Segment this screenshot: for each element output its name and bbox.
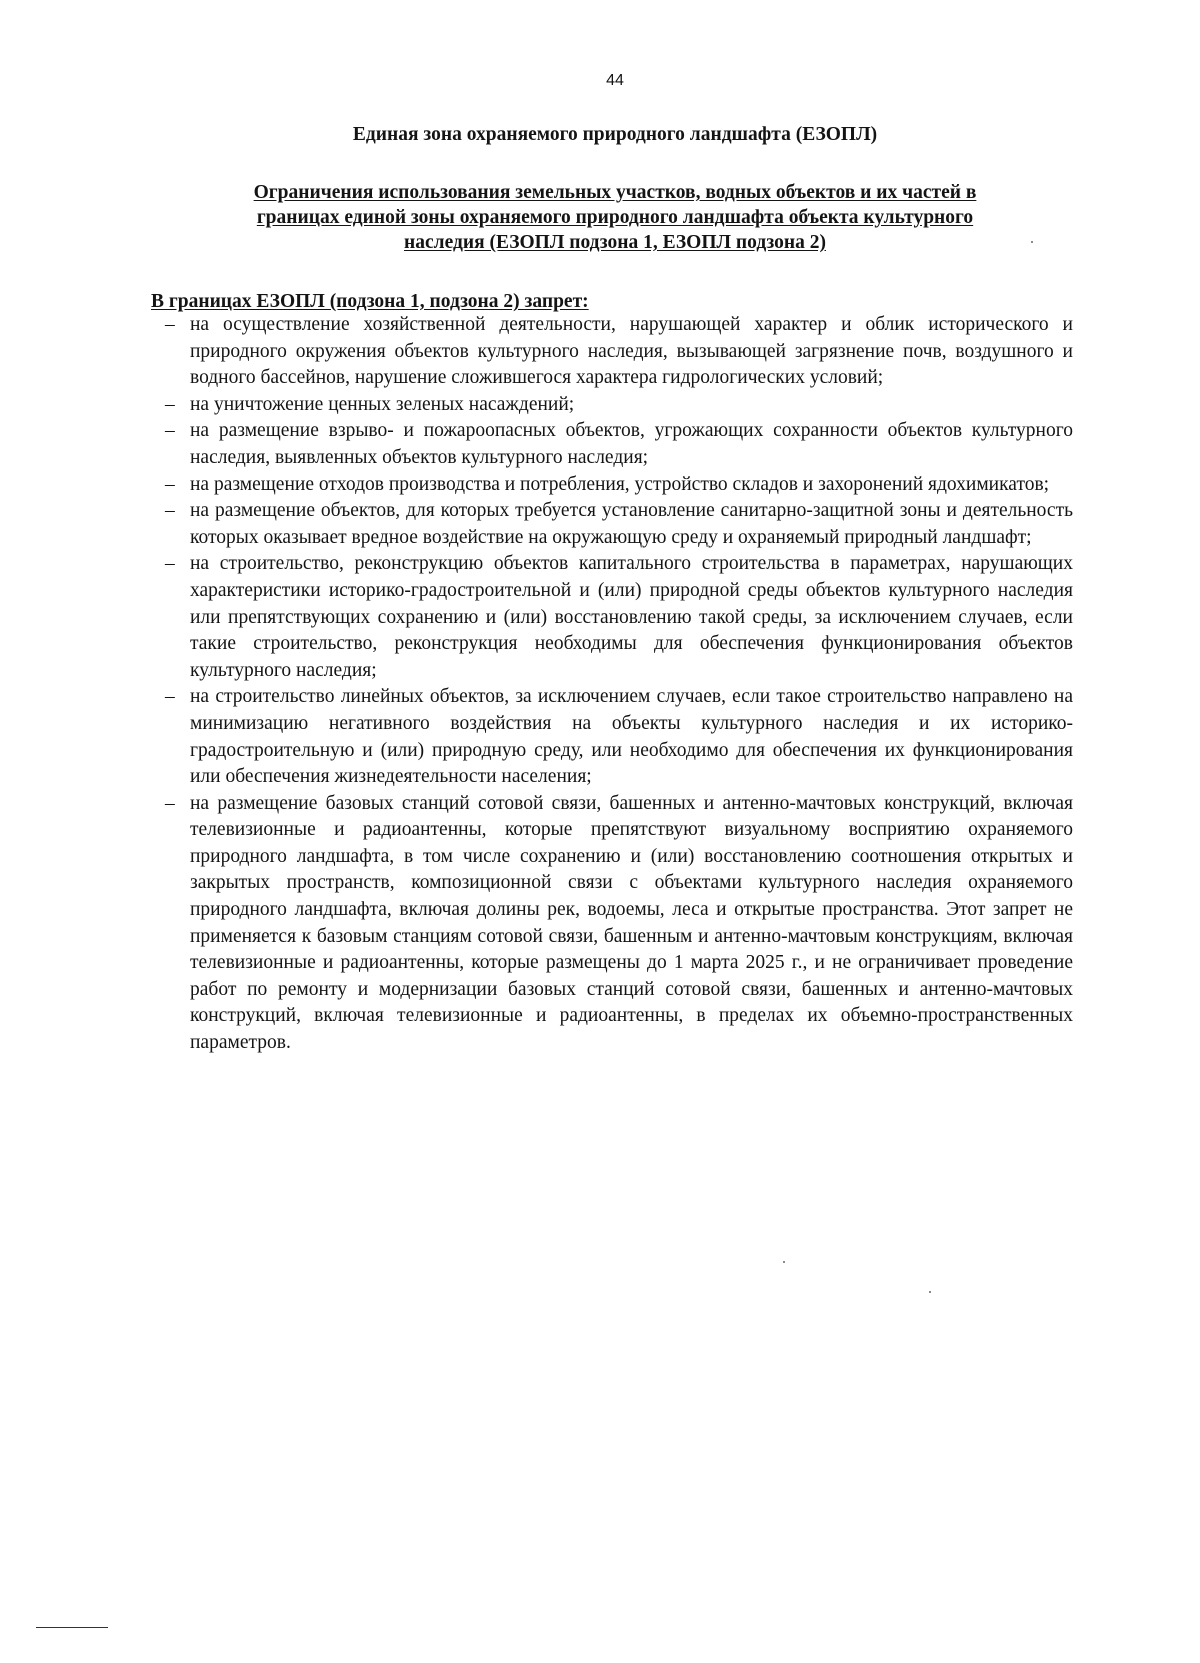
- restrictions-heading-line-1: Ограничения использования земельных участков, водных объектов и их частей в: [253, 182, 977, 203]
- ban-heading: В границах ЕЗОПЛ (подзона 1, подзона 2) запрет:: [151, 291, 589, 312]
- restrictions-heading-line-3: наследия (ЕЗОПЛ подзона 1, ЕЗОПЛ подзона 2): [403, 232, 826, 253]
- ban-item: [165, 312, 1073, 392]
- ban-item-text: на строительство, реконструкцию объектов капитального строительства в параметрах, нарушающих характеристики историко-градостроительной и (или) природной среды объектов культурного наследия или препятствующих сохранению и (или) восстановлению такой среды, за исключением случаев, если такие строительство, реконструкция необходимы для обеспечения функционирования объектов культурного наследия;: [190, 553, 1073, 681]
- ban-item: [165, 498, 1073, 551]
- document-title: Единая зона охраняемого природного ландшафта (ЕЗОПЛ): [352, 124, 878, 145]
- ban-item: [165, 472, 1073, 499]
- page-number: 44: [606, 72, 624, 89]
- footer-rule: [36, 1627, 108, 1628]
- dash-marker: –: [165, 553, 175, 575]
- ban-item: [165, 551, 1073, 684]
- ban-list: [165, 312, 1073, 1057]
- ban-item-text: на уничтожение ценных зеленых насаждений;: [190, 393, 575, 415]
- dash-marker: –: [165, 500, 175, 522]
- ban-item: [165, 791, 1073, 1057]
- ban-item: [165, 392, 1073, 419]
- dash-marker: –: [165, 473, 175, 495]
- ban-item-text: на размещение взрыво- и пожароопасных объектов, угрожающих сохранности объектов культурного наследия, выявленных объектов культурного наследия;: [190, 420, 1073, 468]
- ban-item: [165, 684, 1073, 790]
- restrictions-heading-line-2: границах единой зоны охраняемого природного ландшафта объекта культурного: [256, 207, 974, 228]
- ban-item: [165, 418, 1073, 471]
- ban-item-text: на осуществление хозяйственной деятельности, нарушающей характер и облик исторического и природного окружения объектов культурного наследия, вызывающей загрязнение почв, воздушного и водного бассейнов, нарушение сложившегося характера гидрологических условий;: [190, 314, 1073, 389]
- restrictions-heading: [175, 180, 1055, 255]
- dash-marker: –: [165, 393, 175, 415]
- ban-item-text: на размещение отходов производства и потребления, устройство складов и захоронений ядохимикатов;: [190, 473, 1050, 495]
- dash-marker: –: [165, 792, 175, 814]
- dash-marker: –: [165, 686, 175, 708]
- scan-artifact: [929, 1291, 931, 1293]
- ban-item-text: на размещение объектов, для которых требуется установление санитарно-защитной зоны и деятельность которых оказывает вредное воздействие на окружающую среду и охраняемый природный ландшафт;: [190, 500, 1073, 548]
- scan-artifact: [1031, 241, 1033, 243]
- dash-marker: –: [165, 420, 175, 442]
- scan-artifact: [783, 1261, 785, 1263]
- ban-item-text: на размещение базовых станций сотовой связи, башенных и антенно-мачтовых конструкций, включая телевизионные и радиоантенны, которые препятствуют визуальному восприятию охраняемого природного ландшафта, в том числе сохранению и (или) восстановлению соотношения открытых и закрытых пространств, композиционной связи с объектами культурного наследия охраняемого природного ландшафта, включая долины рек, водоемы, леса и открытые пространства. Этот запрет не применяется к базовым станциям сотовой связи, башенным и антенно-мачтовым конструкциям, включая телевизионные и радиоантенны, которые размещены до 1 марта 2025 г., и не ограничивает проведение работ по ремонту и модернизации базовых станций сотовой связи, башенных и антенно-мачтовых конструкций, включая телевизионные и радиоантенны, в пределах их объемно-пространственных параметров.: [190, 792, 1073, 1054]
- dash-marker: –: [165, 314, 175, 335]
- ban-item-text: на строительство линейных объектов, за исключением случаев, если такое строительство направлено на минимизацию негативного воздействия на объекты культурного наследия и их историко-градостроительную и (или) природную среду, или необходимо для обеспечения их функционирования или обеспечения жизнедеятельности населения;: [190, 686, 1073, 788]
